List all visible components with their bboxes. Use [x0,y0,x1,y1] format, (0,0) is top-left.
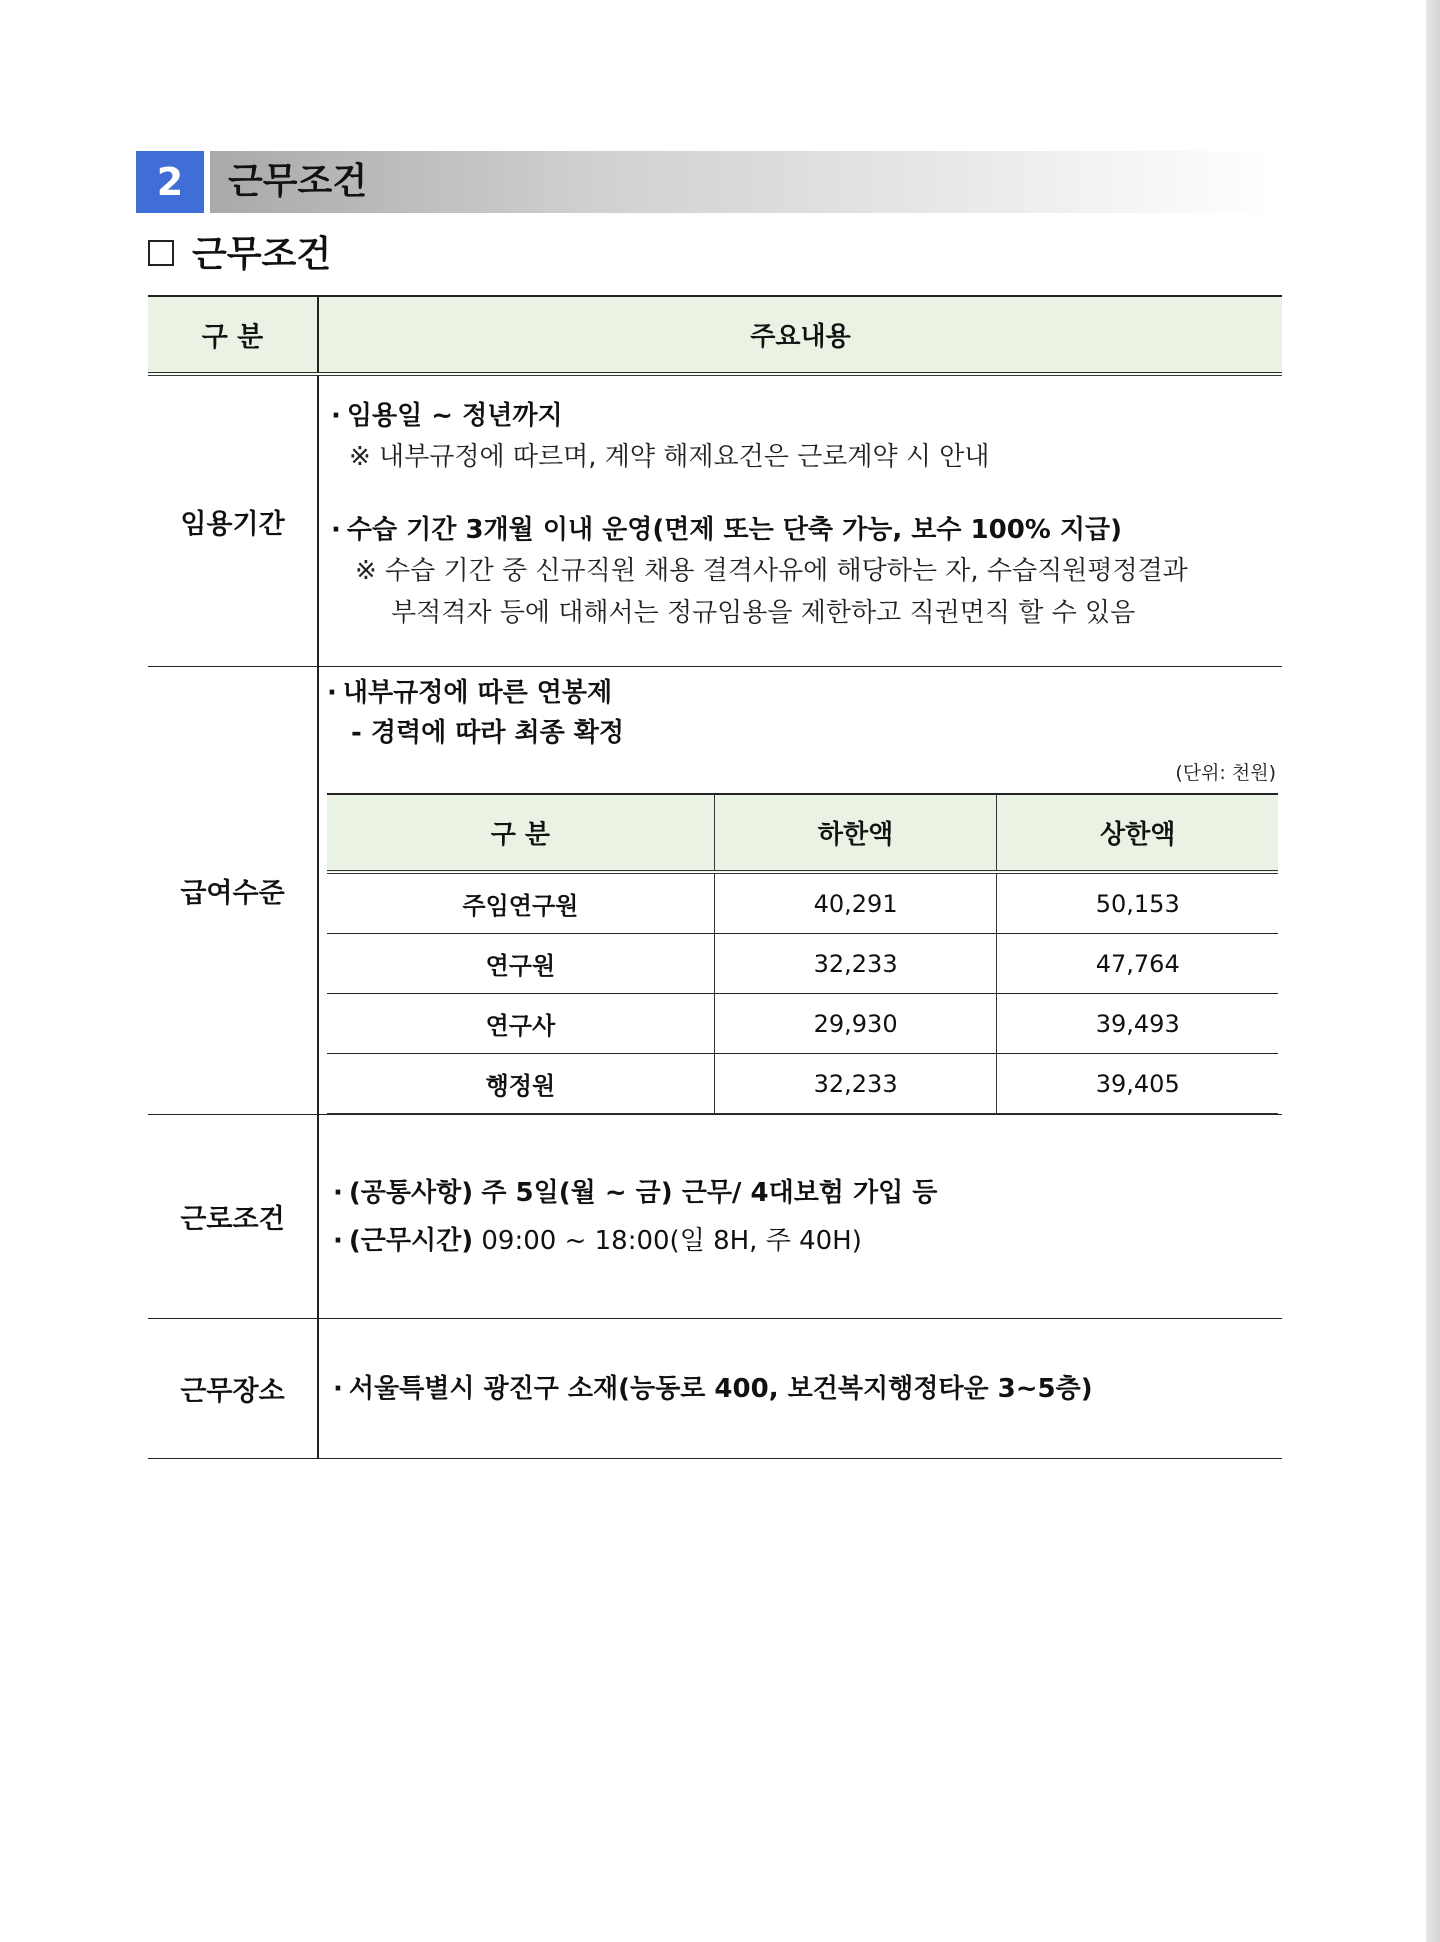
salary-row [327,872,1278,934]
salary-max: 47,764 [997,934,1278,994]
salary-max: 50,153 [997,872,1278,934]
salary-header-row [327,794,1278,872]
section-number: 2 [136,151,204,213]
note-text: ※ 내부규정에 따르며, 계약 해제요건은 근로계약 시 안내 [349,442,990,472]
salary-max: 39,493 [997,994,1278,1054]
salary-row [327,934,1278,994]
bullet-item: · 임용일 ~ 정년까지 [331,401,563,431]
salary-header-grade: 구 분 [327,794,714,872]
salary-grade: 연구사 [327,994,714,1054]
salary-min: 40,291 [714,872,997,934]
page-edge [1426,0,1440,1942]
salary-grade: 주임연구원 [327,872,714,934]
row-label-salary: 급여수준 [148,667,318,1115]
header-category: 구 분 [148,296,318,374]
bullet-item: · (공통사항) 주 5일(월 ~ 금) 근무/ 4대보험 가입 등 [333,1177,938,1208]
row-content-salary [318,667,1282,1115]
salary-header-max: 상한액 [997,794,1278,872]
conditions-table [148,295,1282,1459]
sub-item: - 경력에 따라 최종 확정 [351,718,625,748]
salary-table [327,793,1278,1114]
row-content-location [318,1319,1282,1459]
row-content-conditions [318,1115,1282,1319]
section-title-bar [210,151,1272,213]
row-label-location: 근무장소 [148,1319,318,1459]
row-label-conditions: 근로조건 [148,1115,318,1319]
subheading [148,230,331,280]
checkbox-icon [148,240,174,266]
bullet-item: · 서울특별시 광진구 소재(능동로 400, 보건복지행정타운 3~5층) [333,1373,1093,1404]
unit-label: (단위: 천원) [1175,762,1276,784]
bullet-item: · (근무시간) 09:00 ~ 18:00(일 8H, 주 40H) [333,1225,862,1256]
salary-max: 39,405 [997,1054,1278,1114]
bullet-item: · 수습 기간 3개월 이내 운영(면제 또는 단축 가능, 보수 100% 지급) [331,515,1123,545]
salary-header-min: 하한액 [714,794,997,872]
bullet-item: · 내부규정에 따른 연봉제 [327,678,613,708]
note-text: 부적격자 등에 대해서는 정규임용을 제한하고 직권면직 할 수 있음 [391,598,1136,628]
salary-grade: 행정원 [327,1054,714,1114]
note-text: ※ 수습 기간 중 신규직원 채용 결격사유에 해당하는 자, 수습직원평정결과 [355,556,1188,586]
salary-grade: 연구원 [327,934,714,994]
section-header [136,151,1272,213]
salary-min: 29,930 [714,994,997,1054]
table-row-location [148,1319,1282,1459]
salary-row [327,994,1278,1054]
subheading-text: 근무조건 [192,234,332,275]
table-row-conditions [148,1115,1282,1319]
table-row-appointment [148,374,1282,667]
salary-row [327,1054,1278,1114]
table-row-salary [148,667,1282,1115]
table-header-row [148,296,1282,374]
salary-min: 32,233 [714,934,997,994]
header-main-content: 주요내용 [318,296,1282,374]
row-label-appointment: 임용기간 [148,374,318,667]
row-content-appointment [318,374,1282,667]
section-title: 근무조건 [228,161,368,202]
salary-min: 32,233 [714,1054,997,1114]
